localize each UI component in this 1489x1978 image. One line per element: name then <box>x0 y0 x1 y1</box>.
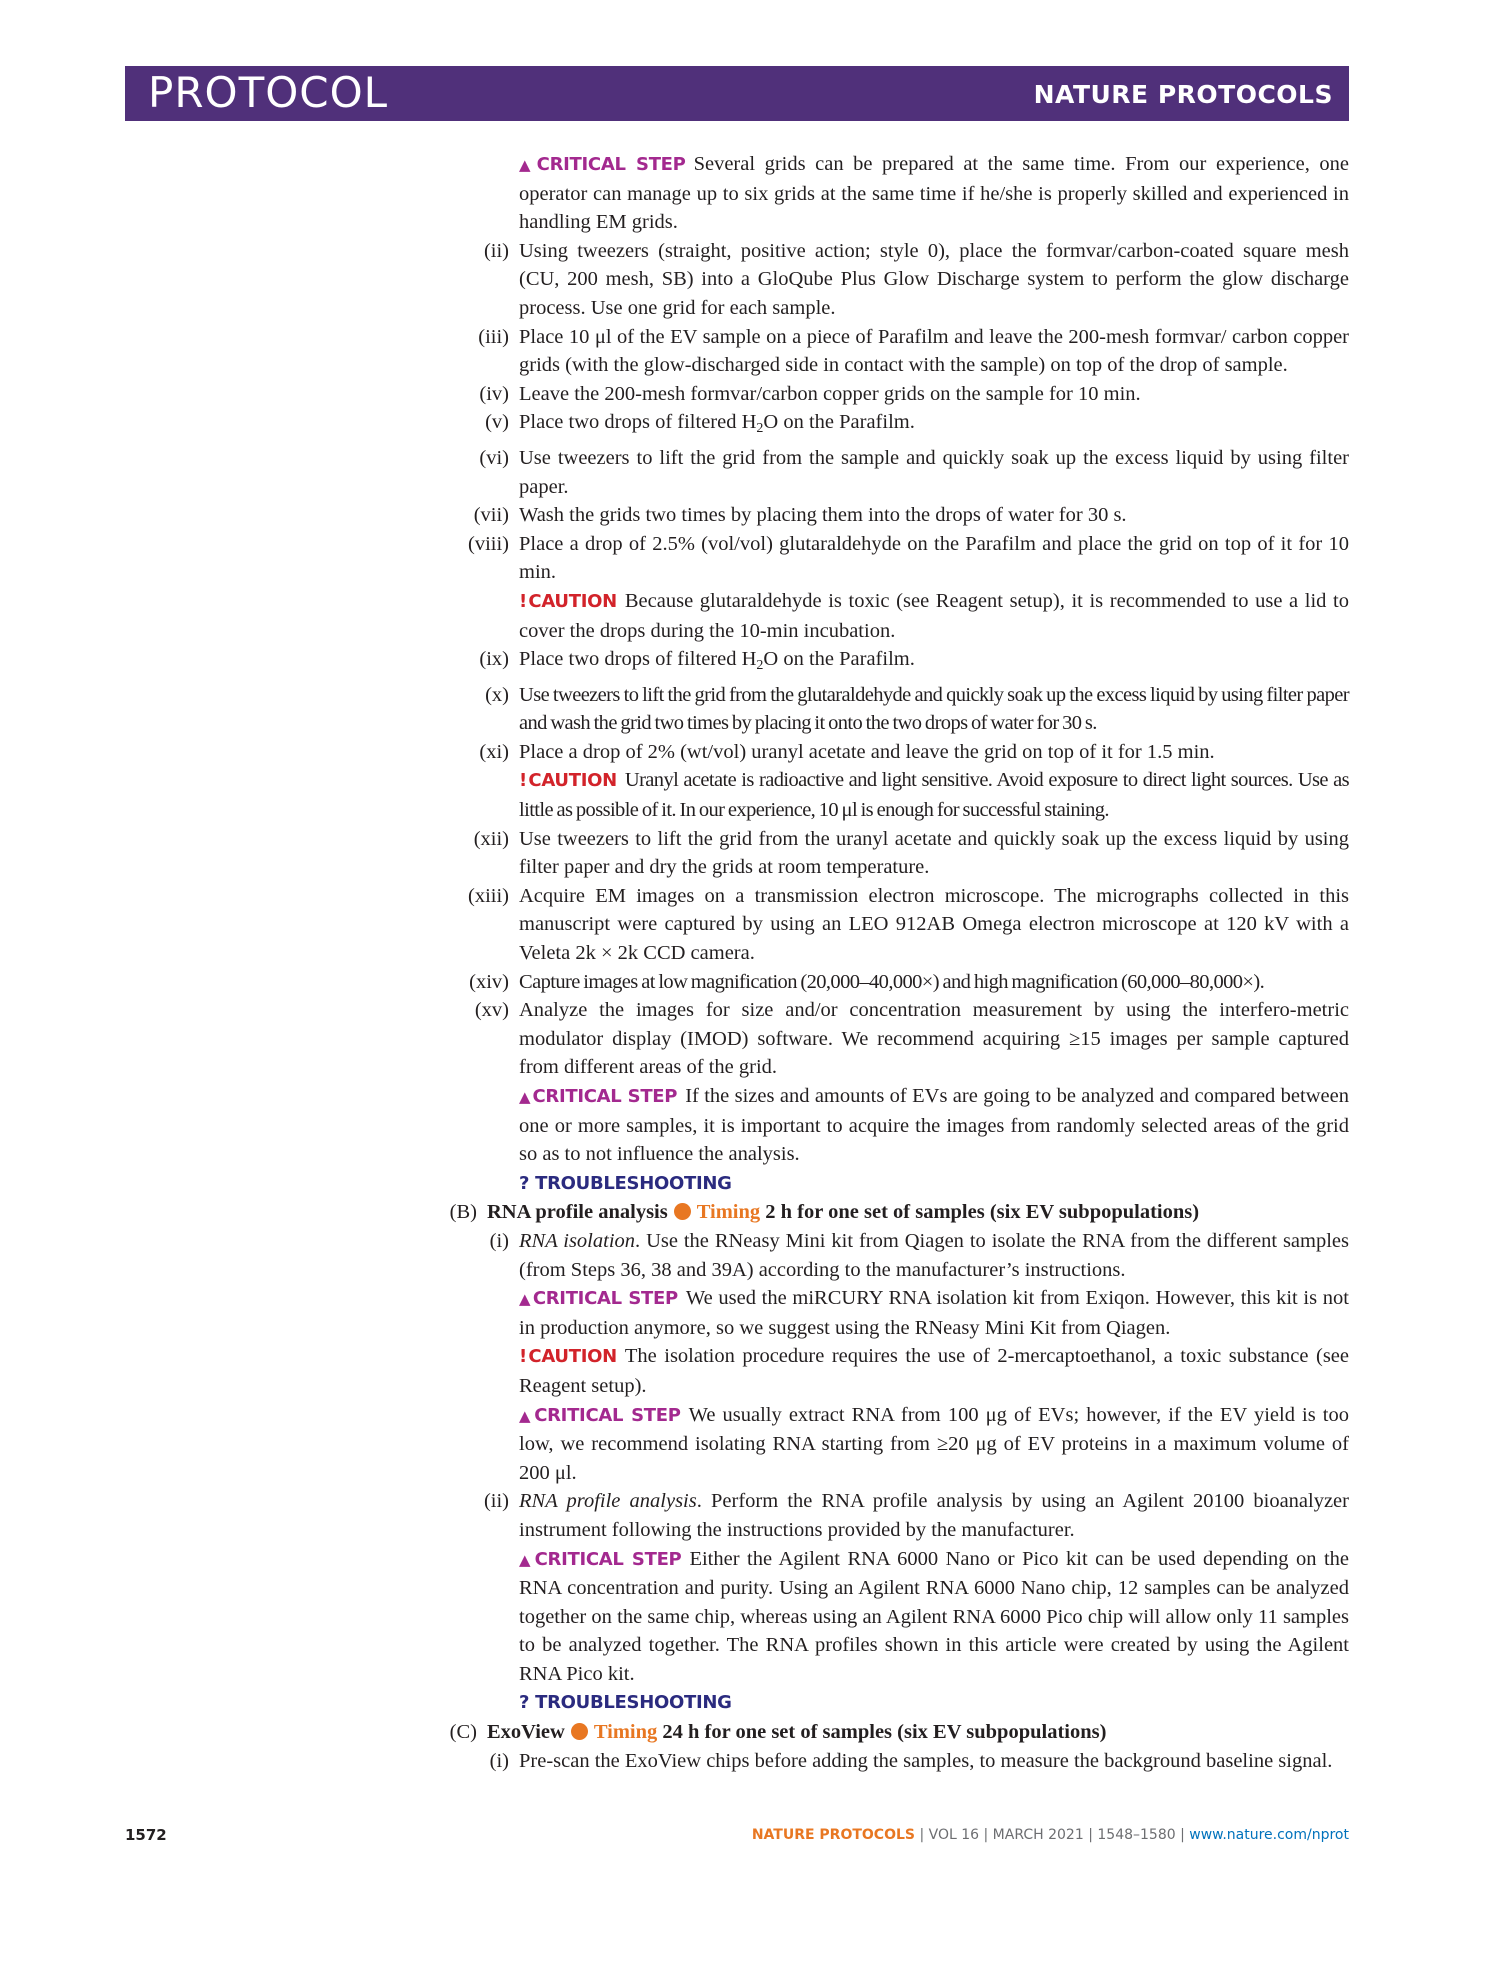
step-iii: (iii) Place 10 μl of the EV sample on a piece of Parafilm and leave the 200-mesh formvar/ carbon copper grids (with the glow-discharged side in contact with the sample) on top of the drop of sample. <box>478 325 1349 377</box>
warning-triangle-icon: ▲ <box>519 1406 533 1425</box>
warning-triangle-icon: ▲ <box>519 1290 531 1309</box>
critical-step-note: ▲ CRITICAL STEP We used the miRCURY RNA isolation kit from Exiqon. However, this kit is not in production anymore, so we suggest using the RNeasy Mini Kit from Qiagen. <box>519 1287 1349 1339</box>
troubleshooting-link[interactable]: ? TROUBLESHOOTING <box>519 1172 732 1194</box>
protocol-body <box>0 150 1489 1775</box>
step-x: (x) Use tweezers to lift the grid from the glutaraldehyde and quickly soak up the excess liquid by using filter paper and wash the grid two times by placing it onto the two drops of water for 30 s. <box>485 683 1349 735</box>
step-xiv: (xiv) Capture images at low magnification (20,000–40,000×) and high magnification (60,000–80,000×). <box>469 970 1265 993</box>
step-b-ii: (ii) RNA profile analysis. Perform the RNA profile analysis by using an Agilent 20100 bioanalyzer instrument following the instructions provided by the manufacturer. <box>483 1490 1349 1541</box>
section-c-heading: (C) ExoView Timing 24 h for one set of samples (six EV subpopulations) <box>449 1721 1107 1744</box>
section-type-label: PROTOCOL <box>148 68 389 117</box>
step-v: (v) Place two drops of filtered $H_2O$ on the Parafilm. <box>485 411 915 437</box>
step-iv: (iv) Leave the 200-mesh formvar/carbon copper grids on the sample for 10 min. <box>479 382 1141 405</box>
critical-step-note: ▲ CRITICAL STEP If the sizes and amounts of EVs are going to be analyzed and compared between one or more samples, it is important to acquire the images from randomly selected areas of the grid so as to not influence the analysis. <box>519 1085 1349 1166</box>
page-number: 1572 <box>125 1826 167 1844</box>
critical-step-note: ▲ CRITICAL STEP Either the Agilent RNA 6000 Nano or Pico kit can be used depending on the RNA concentration and purity. Using an Agilent RNA 6000 Nano chip, 12 samples can be analyzed together on the same chip, whereas using an Agilent RNA 6000 Pico chip will allow only 11 samples to be analyzed together. The RNA profiles shown in this article were created by using the Agilent RNA Pico kit. <box>519 1547 1349 1685</box>
step-xiii: (xiii) Acquire EM images on a transmission electron microscope. The micrographs collected in this manuscript were captured by using an LEO 912AB Omega electron microscope at 120 kV with a Veleta 2k × 2k CCD camera. <box>468 884 1349 965</box>
journal-header: NATURE PROTOCOLS <box>1033 80 1333 109</box>
timing-dot-icon <box>571 1723 588 1740</box>
step-viii: (viii) Place a drop of 2.5% (vol/vol) glutaraldehyde on the Parafilm and place the grid on top of it for 10 min. <box>468 532 1349 584</box>
journal-url-link[interactable]: www.nature.com/nprot <box>1189 1827 1349 1843</box>
critical-step-note: ▲ CRITICAL STEP Several grids can be prepared at the same time. From our experience, one operator can manage up to six grids at the same time if he/she is properly skilled and experienced in handling EM grids. <box>519 153 1349 234</box>
step-ii: (ii) Using tweezers (straight, positive action; style 0), place the formvar/carbon-coated square mesh (CU, 200 mesh, SB) into a GloQube Plus Glow Discharge system to perform the glow discharge process. Use one grid for each sample. <box>483 239 1349 319</box>
step-b-i: (i) RNA isolation. Use the RNeasy Mini kit from Qiagen to isolate the RNA from the different samples (from Steps 36, 38 and 39A) according to the manufacturer’s instructions. <box>489 1229 1349 1281</box>
header-banner <box>125 66 1349 121</box>
step-xi: (xi) Place a drop of 2% (wt/vol) uranyl acetate and leave the grid on top of it for 1.5 min. <box>479 740 1215 763</box>
step-xii: (xii) Use tweezers to lift the grid from the uranyl acetate and quickly soak up the excess liquid by using filter paper and dry the grids at room temperature. <box>473 827 1349 879</box>
warning-triangle-icon: ▲ <box>519 1550 533 1569</box>
section-b-heading: (B) RNA profile analysis Timing 2 h for one set of samples (six EV subpopulations) <box>449 1201 1200 1224</box>
caution-note: ! CAUTION Uranyl acetate is radioactive and light sensitive. Avoid exposure to direct light sources. Use as little as possible of it. In our experience, 10 μl is enough for successful staining. <box>519 769 1349 822</box>
step-vii: (vii) Wash the grids two times by placing them into the drops of water for 30 s. <box>473 504 1127 527</box>
step-c-i: (i) Pre-scan the ExoView chips before adding the samples, to measure the background baseline signal. <box>489 1749 1333 1772</box>
warning-triangle-icon: ▲ <box>519 156 535 174</box>
step-xv: (xv) Analyze the images for size and/or concentration measurement by using the interfero-metric modulator display (IMOD) software. We recommend acquiring ≥15 images per sample captured from different areas of the grid. <box>474 999 1349 1079</box>
step-vi: (vi) Use tweezers to lift the grid from the sample and quickly soak up the excess liquid by using filter paper. <box>479 446 1349 498</box>
troubleshooting-link[interactable]: ? TROUBLESHOOTING <box>519 1692 732 1714</box>
warning-triangle-icon: ▲ <box>519 1088 531 1106</box>
caution-note: ! CAUTION The isolation procedure requires the use of 2-mercaptoethanol, a toxic substance (see Reagent setup). <box>519 1345 1349 1397</box>
timing-dot-icon <box>674 1203 691 1220</box>
step-ix: (ix) Place two drops of filtered $H_2O$ on the Parafilm. <box>479 648 915 674</box>
caution-note: ! CAUTION Because glutaraldehyde is toxic (see Reagent setup), it is recommended to use a lid to cover the drops during the 10-min incubation. <box>519 589 1349 642</box>
critical-step-note: ▲ CRITICAL STEP We usually extract RNA from 100 μg of EVs; however, if the EV yield is too low, we recommend isolating RNA starting from ≥20 μg of EV proteins in a maximum volume of 200 μl. <box>519 1403 1350 1484</box>
footer-citation: NATURE PROTOCOLS | VOL 16 | MARCH 2021 | 1548–1580 | www.nature.com/nprot <box>751 1827 1349 1843</box>
